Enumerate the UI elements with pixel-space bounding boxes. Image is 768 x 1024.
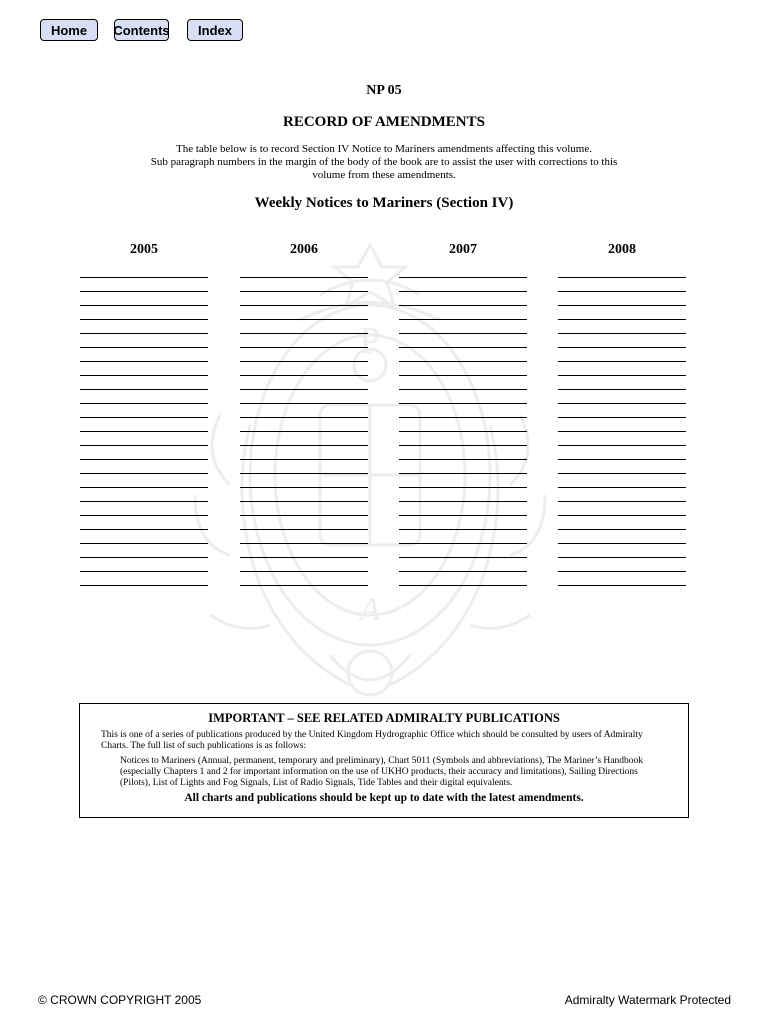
entry-line-2007 xyxy=(399,543,527,544)
entry-line-2007 xyxy=(399,305,527,306)
entry-line-2005 xyxy=(80,473,208,474)
entry-line-2007 xyxy=(399,473,527,474)
entry-line-2007 xyxy=(399,319,527,320)
nav-bar xyxy=(40,19,243,41)
entry-line-2007 xyxy=(399,375,527,376)
entry-line-2005 xyxy=(80,333,208,334)
entry-line-2005 xyxy=(80,571,208,572)
entry-line-2006 xyxy=(240,543,368,544)
section-subtitle: Weekly Notices to Mariners (Section IV) xyxy=(254,195,514,211)
year-header-2006: 2006 xyxy=(290,242,318,257)
entry-line-2007 xyxy=(399,529,527,530)
entry-line-2005 xyxy=(80,375,208,376)
entry-line-2005 xyxy=(80,417,208,418)
entry-line-2007 xyxy=(399,487,527,488)
contents-button[interactable]: Contents xyxy=(114,19,169,41)
entry-line-2006 xyxy=(240,431,368,432)
entry-line-2007 xyxy=(399,417,527,418)
entry-line-2005 xyxy=(80,431,208,432)
entry-line-2006 xyxy=(240,585,368,586)
entry-line-2008 xyxy=(558,361,686,362)
entry-line-2008 xyxy=(558,501,686,502)
home-button[interactable]: Home xyxy=(40,19,98,41)
entry-line-2008 xyxy=(558,333,686,334)
entry-line-2008 xyxy=(558,403,686,404)
entry-line-2005 xyxy=(80,403,208,404)
intro-line: The table below is to record Section IV Notice to Mariners amendments affecting this volume. xyxy=(176,143,592,155)
entry-line-2007 xyxy=(399,403,527,404)
publications-list: Notices to Mariners (Annual, permanent, temporary and preliminary), Chart 5011 (Symbols and abbreviations), The Mariner’s Handbook (especially Chapters 1 and 2 for important information on the use of UKHO products, their accuracy and limitations), Sailing Directions (Pilots), List of Lights and Fog Signals, List of Radio Signals, Tide Tables and their digital equivalents. xyxy=(120,756,643,788)
entry-line-2005 xyxy=(80,319,208,320)
important-notice-box xyxy=(79,703,689,818)
entry-line-2008 xyxy=(558,571,686,572)
entry-line-2006 xyxy=(240,277,368,278)
entry-line-2008 xyxy=(558,305,686,306)
copyright-notice: © CROWN COPYRIGHT 2005 xyxy=(38,993,202,1007)
important-title: IMPORTANT – SEE RELATED ADMIRALTY PUBLICATIONS xyxy=(208,711,560,725)
entry-line-2008 xyxy=(558,557,686,558)
publication-code: NP 05 xyxy=(366,83,402,98)
entry-line-2006 xyxy=(240,459,368,460)
entry-line-2008 xyxy=(558,431,686,432)
entry-line-2006 xyxy=(240,487,368,488)
entry-line-2006 xyxy=(240,445,368,446)
entry-line-2005 xyxy=(80,361,208,362)
entry-line-2006 xyxy=(240,333,368,334)
important-footer: All charts and publications should be kept up to date with the latest amendments. xyxy=(184,792,584,804)
intro-line: Sub paragraph numbers in the margin of the body of the book are to assist the user with corrections to this xyxy=(150,156,618,168)
crest-watermark-icon xyxy=(170,225,570,705)
entry-line-2005 xyxy=(80,557,208,558)
intro-paragraph xyxy=(0,143,768,182)
entry-line-2007 xyxy=(399,515,527,516)
entry-line-2007 xyxy=(399,389,527,390)
entry-line-2008 xyxy=(558,375,686,376)
year-header-2005: 2005 xyxy=(130,242,158,257)
entry-line-2005 xyxy=(80,543,208,544)
entry-line-2007 xyxy=(399,361,527,362)
watermark-letter-bottom: A xyxy=(359,591,381,628)
entry-line-2005 xyxy=(80,347,208,348)
page-title: RECORD OF AMENDMENTS xyxy=(283,114,485,130)
entry-line-2008 xyxy=(558,319,686,320)
intro-line: volume from these amendments. xyxy=(312,169,456,181)
entry-line-2005 xyxy=(80,277,208,278)
entry-line-2006 xyxy=(240,529,368,530)
year-header-2007: 2007 xyxy=(449,242,477,257)
entry-line-2005 xyxy=(80,585,208,586)
entry-line-2006 xyxy=(240,557,368,558)
entry-line-2006 xyxy=(240,473,368,474)
entry-line-2008 xyxy=(558,543,686,544)
entry-line-2006 xyxy=(240,417,368,418)
entry-line-2008 xyxy=(558,445,686,446)
important-body: This is one of a series of publications produced by the United Kingdom Hydrographic Office which should be consulted by users of Admiralty Charts. The full list of such publications is as follows: xyxy=(101,730,643,751)
entry-line-2008 xyxy=(558,585,686,586)
entry-line-2007 xyxy=(399,347,527,348)
entry-line-2008 xyxy=(558,389,686,390)
entry-line-2008 xyxy=(558,277,686,278)
watermark-notice: Admiralty Watermark Protected xyxy=(564,993,731,1007)
entry-line-2006 xyxy=(240,319,368,320)
entry-line-2006 xyxy=(240,515,368,516)
year-header-2008: 2008 xyxy=(608,242,636,257)
entry-line-2005 xyxy=(80,291,208,292)
entry-line-2006 xyxy=(240,403,368,404)
entry-line-2006 xyxy=(240,389,368,390)
entry-line-2005 xyxy=(80,529,208,530)
entry-line-2007 xyxy=(399,571,527,572)
entry-line-2008 xyxy=(558,459,686,460)
entry-line-2008 xyxy=(558,291,686,292)
entry-line-2007 xyxy=(399,459,527,460)
entry-line-2007 xyxy=(399,445,527,446)
entry-line-2008 xyxy=(558,487,686,488)
entry-line-2005 xyxy=(80,487,208,488)
watermark-letter-top: P xyxy=(359,320,381,362)
entry-line-2005 xyxy=(80,445,208,446)
entry-line-2005 xyxy=(80,459,208,460)
entry-line-2006 xyxy=(240,305,368,306)
entry-line-2006 xyxy=(240,361,368,362)
entry-line-2008 xyxy=(558,347,686,348)
entry-line-2007 xyxy=(399,501,527,502)
entry-line-2005 xyxy=(80,305,208,306)
entry-line-2007 xyxy=(399,585,527,586)
entry-line-2007 xyxy=(399,557,527,558)
entry-line-2006 xyxy=(240,291,368,292)
entry-line-2006 xyxy=(240,501,368,502)
entry-line-2005 xyxy=(80,515,208,516)
entry-line-2008 xyxy=(558,473,686,474)
entry-line-2005 xyxy=(80,501,208,502)
entry-line-2007 xyxy=(399,431,527,432)
entry-line-2006 xyxy=(240,571,368,572)
entry-line-2006 xyxy=(240,375,368,376)
entry-line-2008 xyxy=(558,515,686,516)
entry-line-2005 xyxy=(80,389,208,390)
entry-line-2006 xyxy=(240,347,368,348)
entry-line-2007 xyxy=(399,291,527,292)
index-button[interactable]: Index xyxy=(187,19,243,41)
entry-line-2008 xyxy=(558,417,686,418)
entry-line-2007 xyxy=(399,333,527,334)
entry-line-2007 xyxy=(399,277,527,278)
entry-line-2008 xyxy=(558,529,686,530)
